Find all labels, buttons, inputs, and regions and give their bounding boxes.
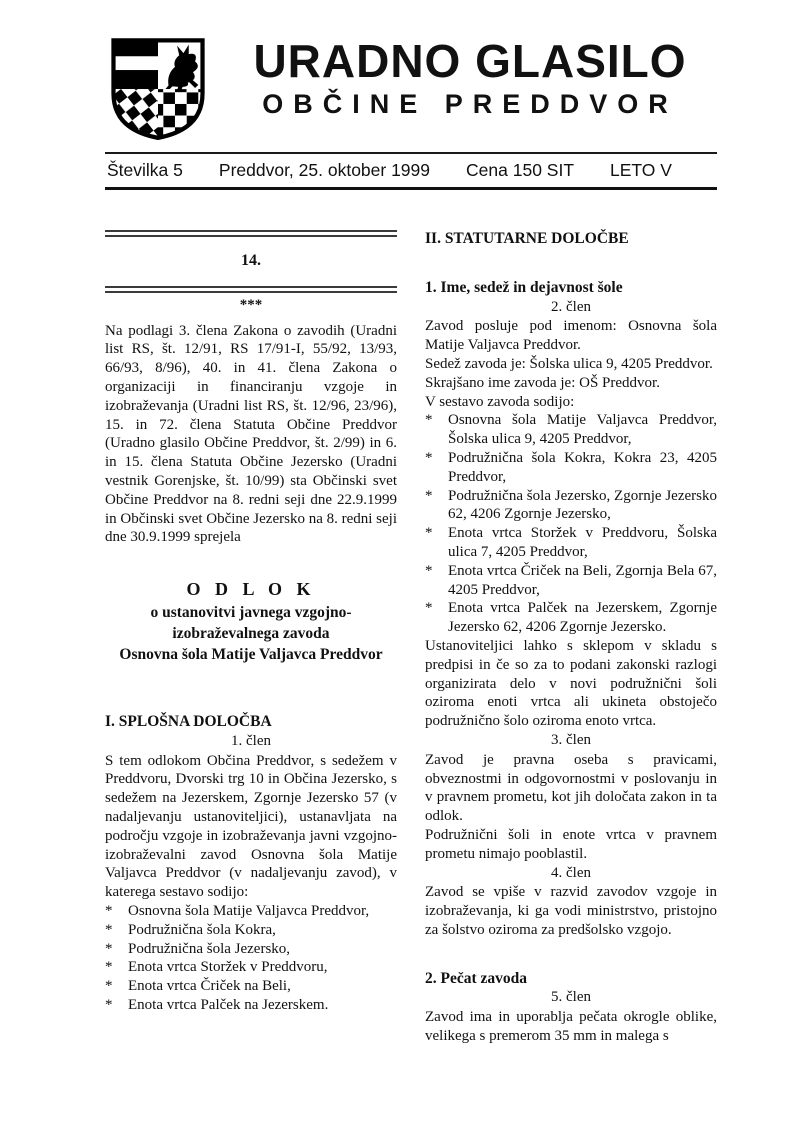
bullet-marker: * bbox=[425, 449, 433, 466]
masthead bbox=[105, 34, 717, 146]
unit-name: Enota vrtca Storžek v Preddvoru, bbox=[128, 959, 328, 976]
bullet-marker: * bbox=[425, 562, 433, 579]
list-item bbox=[425, 524, 717, 562]
decree-title: O D L O K bbox=[186, 579, 316, 600]
article-3-paragraph: Zavod je pravna oseba s pravicami, obveznostmi in odgovornostmi v poslovanju in v pravnem prometu, kot jih določata zakon in ta odlok. bbox=[425, 751, 717, 825]
left-column bbox=[105, 230, 397, 1046]
bullet-marker: * bbox=[105, 902, 113, 919]
divider-rule-bottom bbox=[105, 286, 397, 293]
list-item bbox=[425, 562, 717, 600]
list-item bbox=[105, 902, 397, 921]
article-5-label: 5. člen bbox=[551, 989, 591, 1006]
document-body bbox=[105, 230, 717, 1046]
article-1-label: 1. člen bbox=[231, 732, 271, 749]
section-1-heading: I. SPLOŠNA DOLOČBA bbox=[105, 712, 272, 730]
article-4-label: 4. člen bbox=[551, 864, 591, 881]
bullet-marker: * bbox=[425, 525, 433, 542]
right-column bbox=[425, 230, 717, 1046]
bullet-marker: * bbox=[105, 921, 113, 938]
article-2-paragraph: Skrajšano ime zavoda je: OŠ Preddvor. bbox=[425, 374, 660, 391]
issue-year: LETO V bbox=[610, 160, 672, 180]
decree-subtitle bbox=[105, 602, 397, 665]
unit-name: Podružnična šola Kokra, bbox=[128, 921, 276, 938]
issue-price: Cena 150 SIT bbox=[466, 160, 575, 180]
masthead-titles bbox=[223, 34, 717, 121]
unit-name-address: Enota vrtca Čriček na Beli, Zgornja Bela 67, 4205 Preddvor, bbox=[448, 562, 717, 598]
bullet-marker: * bbox=[105, 940, 113, 957]
unit-name-address: Podružnična šola Jezersko, Zgornje Jezersko 62, 4206 Zgornje Jezersko, bbox=[448, 487, 717, 523]
list-item bbox=[105, 921, 397, 940]
item-number: 14. bbox=[241, 252, 261, 269]
issue-date: Preddvor, 25. oktober 1999 bbox=[218, 160, 431, 180]
gazette-subtitle: OBČINE PREDDVOR bbox=[262, 89, 678, 119]
unit-name: Osnovna šola Matije Valjavca Preddvor, bbox=[128, 902, 370, 919]
list-item bbox=[105, 940, 397, 959]
bullet-marker: * bbox=[425, 487, 433, 504]
list-item bbox=[105, 977, 397, 996]
decree-subtitle-line3: Osnovna šola Matije Valjavca Preddvor bbox=[119, 645, 383, 663]
article-2-paragraph: Zavod posluje pod imenom: Osnovna šola Matije Valjavca Preddvor. bbox=[425, 318, 717, 354]
list-item bbox=[105, 996, 397, 1015]
unit-name-address: Podružnična šola Kokra, Kokra 23, 4205 Preddvor, bbox=[448, 449, 717, 485]
stars-separator: *** bbox=[239, 296, 263, 313]
unit-name-address: Osnovna šola Matije Valjavca Preddvor, Šolska ulica 9, 4205 Preddvor, bbox=[448, 412, 717, 448]
article-2-label: 2. člen bbox=[551, 298, 591, 315]
unit-list-left bbox=[105, 902, 397, 1015]
article-2-paragraph: Ustanoviteljici lahko s sklepom v skladu s predpisi in če so za to podani zakonski razlogi organizirata delo v novi podružnični šoli oziroma enoti vrtca ali ukineta obstoječo podružnično šolo oziroma enoto vrtca. bbox=[425, 637, 717, 730]
bullet-marker: * bbox=[105, 959, 113, 976]
issue-info-bar bbox=[105, 152, 717, 190]
issue-number: Številka 5 bbox=[107, 160, 183, 180]
list-item bbox=[425, 449, 717, 487]
gazette-title: URADNO GLASILO bbox=[253, 35, 687, 87]
list-item bbox=[105, 958, 397, 977]
unit-name-address: Enota vrtca Palček na Jezerskem, Zgornje Jezersko 62, 4206 Zgornje Jezersko. bbox=[448, 600, 717, 636]
unit-name: Podružnična šola Jezersko, bbox=[128, 940, 291, 957]
article-2-paragraph: Sedež zavoda je: Šolska ulica 9, 4205 Preddvor. bbox=[425, 355, 713, 372]
article-1-text: S tem odlokom Občina Preddvor, s sedežem v Preddvoru, Dvorski trg 10 in Občina Jezersko, s sedežem na Jezerskem, Zgornje Jezersko 57 (v nadaljevanju ustanoviteljici), ustanavljata na področju vzgoje in izobraževanja javni vzgojno-izobraževalni zavod Osnovna šola Matije Valjavca Preddvor (v nadaljevanju zavod), v katerega sestavo sodijo: bbox=[105, 752, 397, 901]
subsection-2-heading: 2. Pečat zavoda bbox=[425, 969, 528, 987]
subsection-1-heading: 1. Ime, sedež in dejavnost šole bbox=[425, 278, 623, 296]
coat-of-arms bbox=[105, 34, 211, 140]
list-item bbox=[425, 599, 717, 637]
article-4-paragraph: Zavod se vpiše v razvid zavodov vzgoje in izobraževanja, ki ga vodi ministrstvo, pristojno za šolstvo oziroma za predšolsko vzgojo. bbox=[425, 884, 717, 938]
article-2-paragraph: V sestavo zavoda sodijo: bbox=[425, 393, 575, 410]
unit-list-right bbox=[425, 411, 717, 637]
bullet-marker: * bbox=[105, 996, 113, 1013]
unit-name: Enota vrtca Palček na Jezerskem. bbox=[128, 996, 329, 1013]
article-3-label: 3. člen bbox=[551, 731, 591, 748]
decree-subtitle-line1: o ustanovitvi javnega vzgojno- bbox=[150, 603, 352, 621]
bullet-marker: * bbox=[425, 600, 433, 617]
list-item bbox=[425, 411, 717, 449]
preamble-paragraph: Na podlagi 3. člena Zakona o zavodih (Uradni list RS, št. 12/91, RS 17/91-I, 55/92, 13/93, 66/93, 8/96), 40. in 41. člena Zakona o organizaciji in financiranju vzgoje in izobraževanja (Uradni list RS, št. 12/96, 23/96), 15. in 72. člena Statuta Občine Preddvor (Uradno glasilo Občine Preddvor, št. 2/99) in 6. in 15. člena Statuta Občine Jezersko (Uradni vestnik Gorenjske, št. 10/99) sta Občinski svet Občine Preddvor na 8. redni seji dne 22.9.1999 in Občinski svet Občine Jezersko na 8. redni seji dne 30.9.1999 sprejela bbox=[105, 322, 398, 546]
unit-name-address: Enota vrtca Storžek v Preddvoru, Šolska ulica 7, 4205 Preddvor, bbox=[448, 525, 717, 560]
article-5-paragraph: Zavod ima in uporablja pečata okrogle oblike, velikega s premerom 35 mm in malega s bbox=[425, 1009, 717, 1045]
preddvor-coat-of-arms-icon bbox=[105, 34, 211, 140]
section-2-heading: II. STATUTARNE DOLOČBE bbox=[425, 230, 629, 247]
unit-name: Enota vrtca Čriček na Beli, bbox=[128, 978, 291, 995]
article-3-paragraph: Podružnični šoli in enote vrtca v pravnem prometu nimajo pooblastil. bbox=[425, 826, 717, 862]
divider-rule-top bbox=[105, 230, 397, 237]
bullet-marker: * bbox=[105, 978, 113, 995]
bullet-marker: * bbox=[425, 412, 433, 429]
decree-subtitle-line2: izobraževalnega zavoda bbox=[172, 624, 330, 642]
list-item bbox=[425, 487, 717, 525]
